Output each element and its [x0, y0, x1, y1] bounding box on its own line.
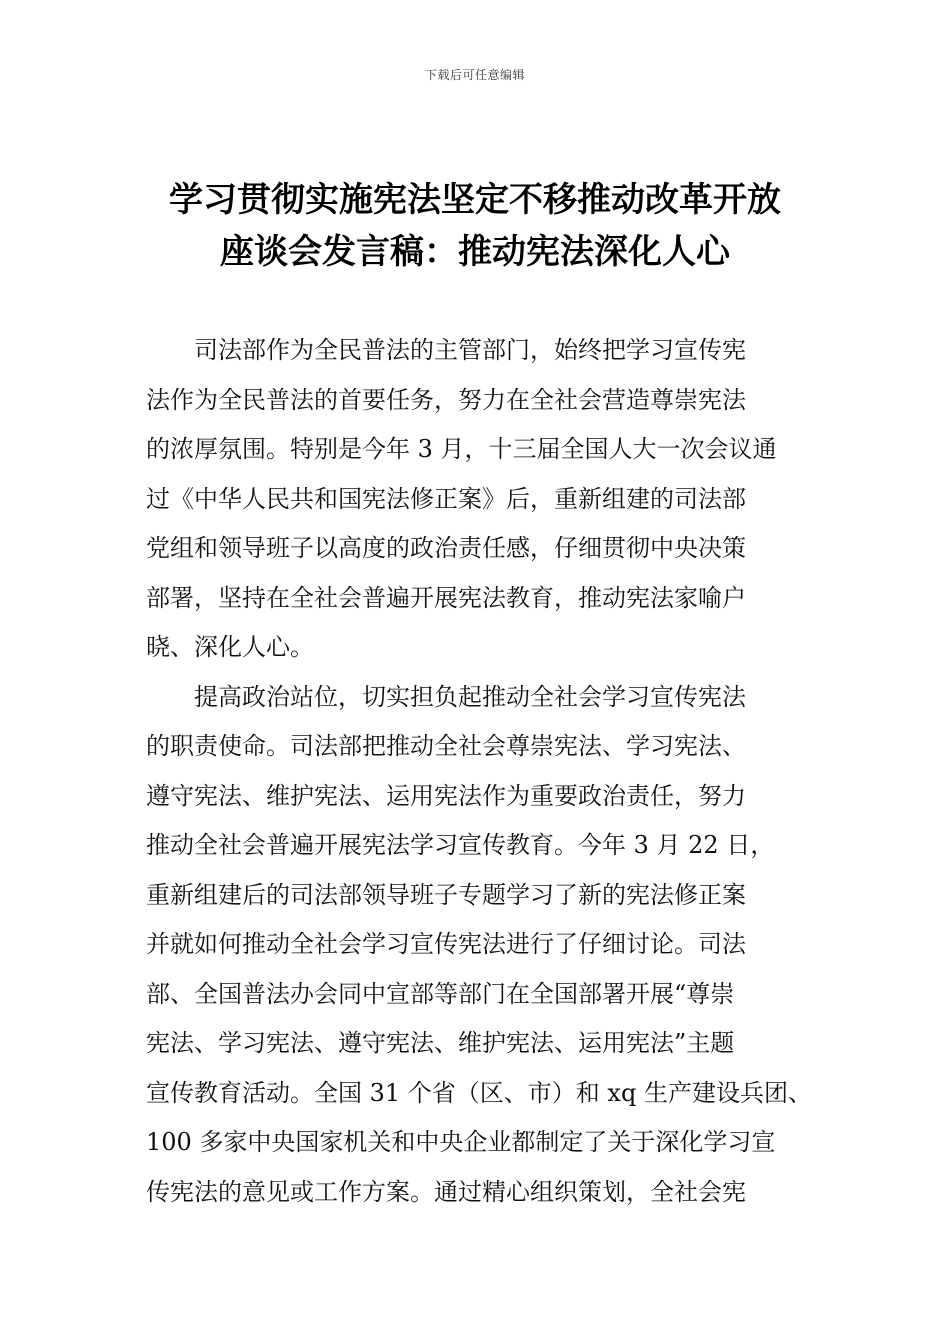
paragraph-2	[146, 673, 812, 1218]
paragraph-line: 宣传教育活动。全国 31 个省（区、市）和 xq 生产建设兵团、	[146, 1078, 812, 1107]
paragraph-line: 党组和领导班子以高度的政治责任感，仔细贯彻中央决策	[146, 534, 746, 562]
paragraph-line: 并就如何推动全社会学习宣传宪法进行了仔细讨论。司法	[146, 930, 746, 958]
paragraph-line: 部、全国普法办会同中宣部等部门在全国部署开展“尊崇	[146, 979, 735, 1008]
title-line-1: 学习贯彻实施宪法坚定不移推动改革开放	[169, 180, 781, 220]
paragraph-line: 传宪法的意见或工作方案。通过精心组织策划，全社会宪	[146, 1177, 746, 1206]
paragraph-1	[146, 326, 806, 673]
paragraph-line: 的职责使命。司法部把推动全社会尊崇宪法、学习宪法、	[146, 732, 746, 760]
header-note: 下载后可任意编辑	[424, 68, 525, 82]
paragraph-line: 提高政治站位，切实担负起推动全社会学习宣传宪法	[194, 682, 746, 711]
paragraph-line: 过《中华人民共和国宪法修正案》后，重新组建的司法部	[146, 484, 746, 513]
paragraph-line: 宪法、学习宪法、遵守宪法、维护宪法、运用宪法”主题	[146, 1029, 735, 1057]
paragraph-line: 推动全社会普遍开展宪法学习宣传教育。今年 3 月 22 日，	[146, 831, 775, 859]
paragraph-line: 重新组建后的司法部领导班子专题学习了新的宪法修正案	[146, 880, 746, 909]
paragraph-line: 部署，坚持在全社会普遍开展宪法教育，推动宪法家喻户	[146, 583, 746, 612]
paragraph-line: 法作为全民普法的首要任务，努力在全社会营造尊崇宪法	[146, 385, 746, 414]
document-body	[146, 326, 812, 1217]
paragraph-line: 晓、深化人心。	[146, 633, 314, 661]
title-line-2: 座谈会发言稿：推动宪法深化人心	[220, 232, 730, 272]
paragraph-line: 司法部作为全民普法的主管部门，始终把学习宣传宪	[194, 336, 746, 364]
document-title	[100, 174, 850, 278]
paragraph-line: 100 多家中央国家机关和中央企业都制定了关于深化学习宣	[146, 1128, 776, 1156]
paragraph-line: 的浓厚氛围。特别是今年 3 月，十三届全国人大一次会议通	[146, 435, 777, 463]
paragraph-line: 遵守宪法、维护宪法、运用宪法作为重要政治责任，努力	[146, 781, 746, 810]
